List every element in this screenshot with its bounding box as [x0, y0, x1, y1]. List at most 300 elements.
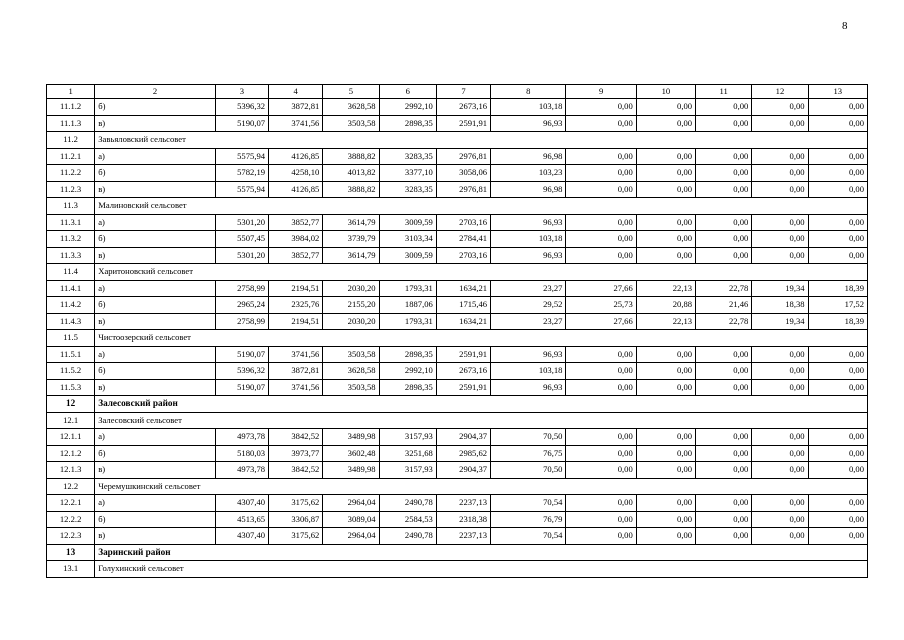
row-label: а)	[95, 280, 216, 297]
table-cell: 3741,56	[269, 115, 323, 132]
table-cell: 0,00	[636, 346, 695, 363]
row-code: 12.1.3	[47, 462, 95, 479]
row-code: 12.2.1	[47, 495, 95, 512]
table-cell: 103,18	[491, 363, 566, 380]
table-cell: 4973,78	[215, 429, 268, 446]
row-code: 12.2.2	[47, 511, 95, 528]
column-header: 10	[636, 85, 695, 99]
row-code: 11.4.1	[47, 280, 95, 297]
table-cell: 1793,31	[379, 313, 436, 330]
table-cell: 4307,40	[215, 528, 268, 545]
table-cell: 0,00	[636, 429, 695, 446]
table-row	[47, 429, 868, 446]
table-cell: 5301,20	[215, 214, 268, 231]
table-cell: 3058,06	[436, 165, 490, 182]
table-cell: 0,00	[636, 181, 695, 198]
table-cell: 3984,02	[269, 231, 323, 248]
table-cell: 2030,20	[323, 280, 379, 297]
table-cell: 3009,59	[379, 214, 436, 231]
table-row	[47, 495, 868, 512]
table-cell: 2703,16	[436, 247, 490, 264]
row-code: 12.1.2	[47, 445, 95, 462]
table-cell: 2904,37	[436, 429, 490, 446]
table-cell: 0,00	[696, 148, 752, 165]
table-row	[47, 181, 868, 198]
table-cell: 0,00	[752, 165, 808, 182]
table-cell: 3157,93	[379, 462, 436, 479]
table-cell: 0,00	[566, 429, 636, 446]
table-cell: 0,00	[566, 495, 636, 512]
row-title: Черемушкинский сельсовет	[95, 478, 868, 495]
table-cell: 3175,62	[269, 528, 323, 545]
row-label: в)	[95, 462, 216, 479]
table-cell: 103,23	[491, 165, 566, 182]
table-cell: 3739,79	[323, 231, 379, 248]
table-cell: 2703,16	[436, 214, 490, 231]
table-cell: 0,00	[696, 462, 752, 479]
row-label: а)	[95, 214, 216, 231]
table-cell: 3602,48	[323, 445, 379, 462]
table-cell: 0,00	[752, 379, 808, 396]
table-cell: 20,88	[636, 297, 695, 314]
row-code: 12.2	[47, 478, 95, 495]
table-cell: 4013,82	[323, 165, 379, 182]
row-code: 11.5.1	[47, 346, 95, 363]
table-cell: 27,66	[566, 313, 636, 330]
table-cell: 5396,32	[215, 363, 268, 380]
council-row	[47, 198, 868, 215]
row-title: Завьяловский сельсовет	[95, 132, 868, 149]
column-header: 4	[269, 85, 323, 99]
table-cell: 0,00	[566, 445, 636, 462]
table-cell: 0,00	[696, 363, 752, 380]
table-cell: 0,00	[566, 99, 636, 116]
row-code: 11.1.3	[47, 115, 95, 132]
table-cell: 0,00	[696, 511, 752, 528]
table-cell: 3741,56	[269, 379, 323, 396]
table-cell: 70,50	[491, 462, 566, 479]
table-row	[47, 445, 868, 462]
row-code: 11.5.2	[47, 363, 95, 380]
table-cell: 3614,79	[323, 214, 379, 231]
row-label: а)	[95, 346, 216, 363]
table-cell: 3089,04	[323, 511, 379, 528]
table-cell: 2591,91	[436, 115, 490, 132]
table-cell: 0,00	[752, 247, 808, 264]
table-cell: 2591,91	[436, 346, 490, 363]
table-cell: 2758,99	[215, 280, 268, 297]
table-cell: 96,93	[491, 379, 566, 396]
table-cell: 2976,81	[436, 181, 490, 198]
table-cell: 3103,34	[379, 231, 436, 248]
table-cell: 3842,52	[269, 429, 323, 446]
table-cell: 76,75	[491, 445, 566, 462]
table-cell: 29,52	[491, 297, 566, 314]
table-cell: 96,93	[491, 247, 566, 264]
table-cell: 5190,07	[215, 379, 268, 396]
column-header: 2	[95, 85, 216, 99]
table-cell: 103,18	[491, 231, 566, 248]
council-row	[47, 264, 868, 281]
table-cell: 0,00	[808, 247, 867, 264]
table-cell: 3741,56	[269, 346, 323, 363]
table-cell: 103,18	[491, 99, 566, 116]
table-cell: 96,93	[491, 115, 566, 132]
table-cell: 19,34	[752, 313, 808, 330]
table-cell: 0,00	[808, 495, 867, 512]
row-code: 12.1	[47, 412, 95, 429]
table-cell: 3888,82	[323, 148, 379, 165]
row-code: 11.2.1	[47, 148, 95, 165]
row-title: Голухинский сельсовет	[95, 561, 868, 578]
table-cell: 0,00	[696, 495, 752, 512]
row-label: б)	[95, 231, 216, 248]
table-cell: 0,00	[752, 148, 808, 165]
table-cell: 3503,58	[323, 379, 379, 396]
table-cell: 0,00	[752, 181, 808, 198]
table-cell: 0,00	[696, 379, 752, 396]
table-cell: 0,00	[636, 445, 695, 462]
table-cell: 2758,99	[215, 313, 268, 330]
table-cell: 5782,19	[215, 165, 268, 182]
table-cell: 0,00	[636, 247, 695, 264]
table-cell: 3251,68	[379, 445, 436, 462]
row-label: б)	[95, 165, 216, 182]
table-cell: 0,00	[696, 445, 752, 462]
table-cell: 0,00	[752, 115, 808, 132]
table-cell: 0,00	[566, 231, 636, 248]
table-cell: 0,00	[566, 379, 636, 396]
table-cell: 0,00	[636, 231, 695, 248]
table-cell: 3628,58	[323, 99, 379, 116]
table-cell: 0,00	[752, 346, 808, 363]
table-cell: 5507,45	[215, 231, 268, 248]
table-cell: 1634,21	[436, 313, 490, 330]
table-cell: 18,39	[808, 280, 867, 297]
row-label: в)	[95, 379, 216, 396]
table-cell: 2992,10	[379, 363, 436, 380]
table-cell: 3283,35	[379, 181, 436, 198]
row-code: 11.5.3	[47, 379, 95, 396]
table-row	[47, 297, 868, 314]
row-code: 11.2.3	[47, 181, 95, 198]
column-header: 1	[47, 85, 95, 99]
table-cell: 5190,07	[215, 115, 268, 132]
table-cell: 4126,85	[269, 148, 323, 165]
table-cell: 0,00	[636, 528, 695, 545]
row-code: 11.2.2	[47, 165, 95, 182]
table-cell: 2898,35	[379, 379, 436, 396]
row-code: 11.4.2	[47, 297, 95, 314]
table-cell: 0,00	[636, 115, 695, 132]
table-row	[47, 247, 868, 264]
row-code: 11.3.3	[47, 247, 95, 264]
council-row	[47, 478, 868, 495]
table-cell: 0,00	[566, 214, 636, 231]
table-cell: 70,54	[491, 495, 566, 512]
table-row	[47, 231, 868, 248]
table-cell: 0,00	[808, 511, 867, 528]
table-cell: 0,00	[808, 99, 867, 116]
table-cell: 3973,77	[269, 445, 323, 462]
table-cell: 0,00	[808, 363, 867, 380]
table-row	[47, 148, 868, 165]
table-cell: 0,00	[808, 181, 867, 198]
table-cell: 0,00	[752, 99, 808, 116]
table-cell: 2584,53	[379, 511, 436, 528]
table-cell: 0,00	[808, 379, 867, 396]
row-code: 11.1.2	[47, 99, 95, 116]
table-cell: 22,13	[636, 313, 695, 330]
table-cell: 0,00	[808, 462, 867, 479]
row-label: а)	[95, 429, 216, 446]
row-code: 12.2.3	[47, 528, 95, 545]
table-cell: 4258,10	[269, 165, 323, 182]
row-label: а)	[95, 148, 216, 165]
table-cell: 5180,03	[215, 445, 268, 462]
row-code: 13	[47, 544, 95, 561]
table-cell: 2784,41	[436, 231, 490, 248]
table-cell: 96,93	[491, 346, 566, 363]
table-cell: 0,00	[566, 462, 636, 479]
table-cell: 2965,24	[215, 297, 268, 314]
column-header: 12	[752, 85, 808, 99]
table-cell: 4973,78	[215, 462, 268, 479]
row-label: б)	[95, 445, 216, 462]
table-cell: 2898,35	[379, 346, 436, 363]
table-cell: 2904,37	[436, 462, 490, 479]
table-cell: 2673,16	[436, 99, 490, 116]
row-label: в)	[95, 115, 216, 132]
table-cell: 1887,06	[379, 297, 436, 314]
table-cell: 0,00	[636, 495, 695, 512]
table-cell: 2030,20	[323, 313, 379, 330]
table-cell: 0,00	[636, 148, 695, 165]
page-number: 8	[842, 20, 848, 32]
table-cell: 0,00	[752, 231, 808, 248]
council-row	[47, 330, 868, 347]
row-label: б)	[95, 99, 216, 116]
table-cell: 0,00	[566, 346, 636, 363]
column-header-row	[47, 85, 868, 99]
row-title: Залесовский район	[95, 396, 868, 413]
table-cell: 0,00	[566, 115, 636, 132]
table-cell: 23,27	[491, 280, 566, 297]
table-cell: 0,00	[636, 363, 695, 380]
table-cell: 17,52	[808, 297, 867, 314]
row-label: в)	[95, 181, 216, 198]
column-header: 6	[379, 85, 436, 99]
table-cell: 25,73	[566, 297, 636, 314]
table-cell: 0,00	[696, 99, 752, 116]
table-cell: 19,34	[752, 280, 808, 297]
row-code: 11.4	[47, 264, 95, 281]
row-label: в)	[95, 247, 216, 264]
table-cell: 0,00	[566, 165, 636, 182]
table-cell: 0,00	[808, 528, 867, 545]
table-cell: 3009,59	[379, 247, 436, 264]
row-label: б)	[95, 363, 216, 380]
table-row	[47, 462, 868, 479]
table-cell: 0,00	[696, 231, 752, 248]
column-header: 7	[436, 85, 490, 99]
table-cell: 0,00	[752, 511, 808, 528]
table-cell: 2964,04	[323, 495, 379, 512]
row-title: Чистоозерский сельсовет	[95, 330, 868, 347]
table-cell: 3872,81	[269, 363, 323, 380]
table-cell: 2673,16	[436, 363, 490, 380]
table-cell: 5301,20	[215, 247, 268, 264]
table-cell: 2992,10	[379, 99, 436, 116]
table-cell: 3503,58	[323, 115, 379, 132]
table-row	[47, 511, 868, 528]
table-cell: 18,39	[808, 313, 867, 330]
table-cell: 70,54	[491, 528, 566, 545]
row-code: 12.1.1	[47, 429, 95, 446]
row-title: Малиновский сельсовет	[95, 198, 868, 215]
table-cell: 0,00	[566, 181, 636, 198]
table-cell: 0,00	[752, 363, 808, 380]
district-row	[47, 396, 868, 413]
row-label: в)	[95, 313, 216, 330]
table-cell: 0,00	[808, 148, 867, 165]
table-cell: 96,93	[491, 214, 566, 231]
row-code: 12	[47, 396, 95, 413]
table-cell: 0,00	[752, 528, 808, 545]
table-cell: 1793,31	[379, 280, 436, 297]
table-cell: 1715,46	[436, 297, 490, 314]
table-row	[47, 363, 868, 380]
table-cell: 27,66	[566, 280, 636, 297]
table-cell: 5190,07	[215, 346, 268, 363]
table-cell: 96,98	[491, 148, 566, 165]
table-cell: 4126,85	[269, 181, 323, 198]
column-header: 5	[323, 85, 379, 99]
table-cell: 0,00	[636, 214, 695, 231]
row-title: Залесовский сельсовет	[95, 412, 868, 429]
table-cell: 3872,81	[269, 99, 323, 116]
table-cell: 0,00	[696, 165, 752, 182]
table-row	[47, 346, 868, 363]
table-cell: 0,00	[752, 214, 808, 231]
table-cell: 0,00	[696, 247, 752, 264]
table-cell: 3852,77	[269, 247, 323, 264]
council-row	[47, 561, 868, 578]
table-cell: 3489,98	[323, 462, 379, 479]
table-cell: 22,78	[696, 280, 752, 297]
column-header: 8	[491, 85, 566, 99]
table-row	[47, 214, 868, 231]
row-label: б)	[95, 511, 216, 528]
table-cell: 1634,21	[436, 280, 490, 297]
table-cell: 3888,82	[323, 181, 379, 198]
table-cell: 0,00	[696, 214, 752, 231]
table-cell: 2237,13	[436, 528, 490, 545]
table-cell: 3628,58	[323, 363, 379, 380]
table-cell: 2194,51	[269, 313, 323, 330]
table-cell: 0,00	[696, 528, 752, 545]
table-cell: 2237,13	[436, 495, 490, 512]
table-cell: 96,98	[491, 181, 566, 198]
table-cell: 2155,20	[323, 297, 379, 314]
table-cell: 0,00	[696, 429, 752, 446]
table-cell: 0,00	[808, 429, 867, 446]
table-cell: 2964,04	[323, 528, 379, 545]
row-title: Заринский район	[95, 544, 868, 561]
table-cell: 76,79	[491, 511, 566, 528]
table-cell: 22,13	[636, 280, 695, 297]
table-cell: 0,00	[808, 165, 867, 182]
row-label: б)	[95, 297, 216, 314]
table-cell: 0,00	[566, 528, 636, 545]
table-cell: 3306,87	[269, 511, 323, 528]
table-row	[47, 379, 868, 396]
row-code: 11.2	[47, 132, 95, 149]
table-cell: 3842,52	[269, 462, 323, 479]
table-cell: 2490,78	[379, 528, 436, 545]
table-cell: 0,00	[636, 99, 695, 116]
row-label: в)	[95, 528, 216, 545]
table-cell: 0,00	[808, 231, 867, 248]
row-code: 11.3	[47, 198, 95, 215]
table-cell: 0,00	[636, 379, 695, 396]
table-cell: 0,00	[752, 429, 808, 446]
table-cell: 2898,35	[379, 115, 436, 132]
row-title: Харитоновский сельсовет	[95, 264, 868, 281]
table-cell: 0,00	[752, 462, 808, 479]
table-cell: 2490,78	[379, 495, 436, 512]
district-row	[47, 544, 868, 561]
table-cell: 0,00	[696, 346, 752, 363]
table-cell: 5396,32	[215, 99, 268, 116]
table-cell: 2194,51	[269, 280, 323, 297]
table-row	[47, 115, 868, 132]
table-cell: 4307,40	[215, 495, 268, 512]
table-cell: 0,00	[636, 165, 695, 182]
table-row	[47, 313, 868, 330]
row-code: 11.4.3	[47, 313, 95, 330]
table-cell: 0,00	[808, 346, 867, 363]
row-code: 11.3.2	[47, 231, 95, 248]
table-cell: 3852,77	[269, 214, 323, 231]
column-header: 13	[808, 85, 867, 99]
table-cell: 3614,79	[323, 247, 379, 264]
table-cell: 2985,62	[436, 445, 490, 462]
table-cell: 0,00	[808, 445, 867, 462]
table-cell: 3283,35	[379, 148, 436, 165]
table-cell: 2591,91	[436, 379, 490, 396]
table-cell: 22,78	[696, 313, 752, 330]
table-cell: 0,00	[696, 115, 752, 132]
row-code: 11.5	[47, 330, 95, 347]
row-label: а)	[95, 495, 216, 512]
column-header: 3	[215, 85, 268, 99]
table-cell: 0,00	[752, 445, 808, 462]
table-cell: 0,00	[752, 495, 808, 512]
table-cell: 0,00	[808, 115, 867, 132]
council-row	[47, 412, 868, 429]
table-row	[47, 280, 868, 297]
table-cell: 3503,58	[323, 346, 379, 363]
row-code: 13.1	[47, 561, 95, 578]
table-cell: 0,00	[696, 181, 752, 198]
table-row	[47, 99, 868, 116]
table-cell: 0,00	[636, 511, 695, 528]
table-cell: 0,00	[566, 363, 636, 380]
table-cell: 0,00	[566, 148, 636, 165]
table-cell: 0,00	[566, 511, 636, 528]
council-row	[47, 132, 868, 149]
